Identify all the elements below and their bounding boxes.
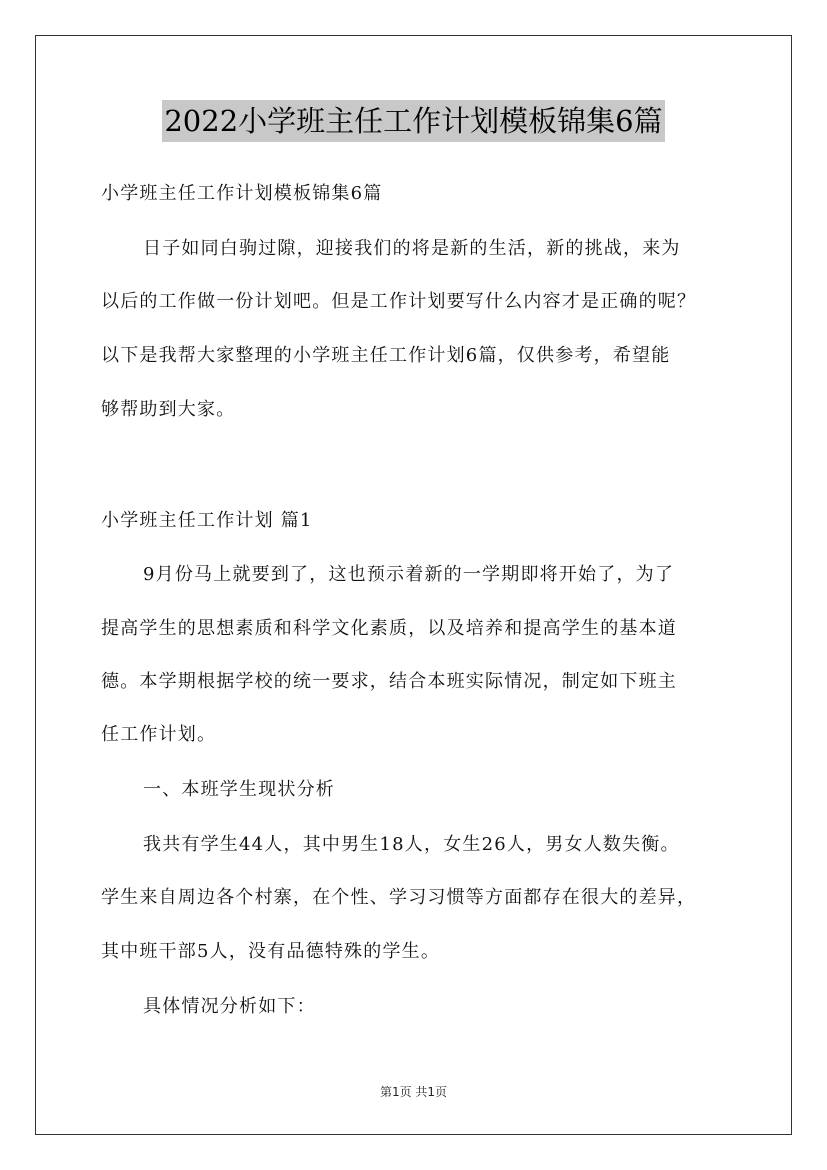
paragraph-line: 够帮助到大家。 bbox=[101, 399, 236, 420]
paragraph-line: 学生来自周边各个村寨，在个性、学习习惯等方面都存在很大的差异， bbox=[101, 887, 697, 908]
title-container bbox=[0, 100, 827, 142]
page-footer: 第1页 共1页 bbox=[379, 1085, 448, 1099]
subtitle-line: 小学班主任工作计划模板锦集6篇 bbox=[101, 183, 383, 204]
paragraph-line: 以下是我帮大家整理的小学班主任工作计划6篇，仅供参考，希望能 bbox=[101, 345, 671, 366]
paragraph-line: 我共有学生44人，其中男生18人，女生26人，男女人数失衡。 bbox=[143, 834, 680, 855]
paragraph-line: 以后的工作做一份计划吧。但是工作计划要写什么内容才是正确的呢？ bbox=[101, 291, 697, 312]
paragraph-line: 其中班干部5人，没有品德特殊的学生。 bbox=[101, 941, 441, 962]
paragraph-line: 日子如同白驹过隙，迎接我们的将是新的生活，新的挑战，来为 bbox=[143, 238, 681, 259]
paragraph-line: 德。本学期根据学校的统一要求，结合本班实际情况，制定如下班主 bbox=[101, 671, 677, 692]
paragraph-line: 9月份马上就要到了，这也预示着新的一学期即将开始了，为了 bbox=[143, 564, 675, 585]
paragraph-line: 任工作计划。 bbox=[101, 724, 217, 745]
subsection-heading: 一、本班学生现状分析 bbox=[143, 779, 335, 800]
paragraph-line: 具体情况分析如下： bbox=[143, 996, 316, 1017]
section-heading: 小学班主任工作计划 篇1 bbox=[101, 510, 313, 531]
paragraph-line: 提高学生的思想素质和科学文化素质，以及培养和提高学生的基本道 bbox=[101, 618, 677, 639]
document-title: 2022小学班主任工作计划模板锦集6篇 bbox=[162, 100, 664, 142]
